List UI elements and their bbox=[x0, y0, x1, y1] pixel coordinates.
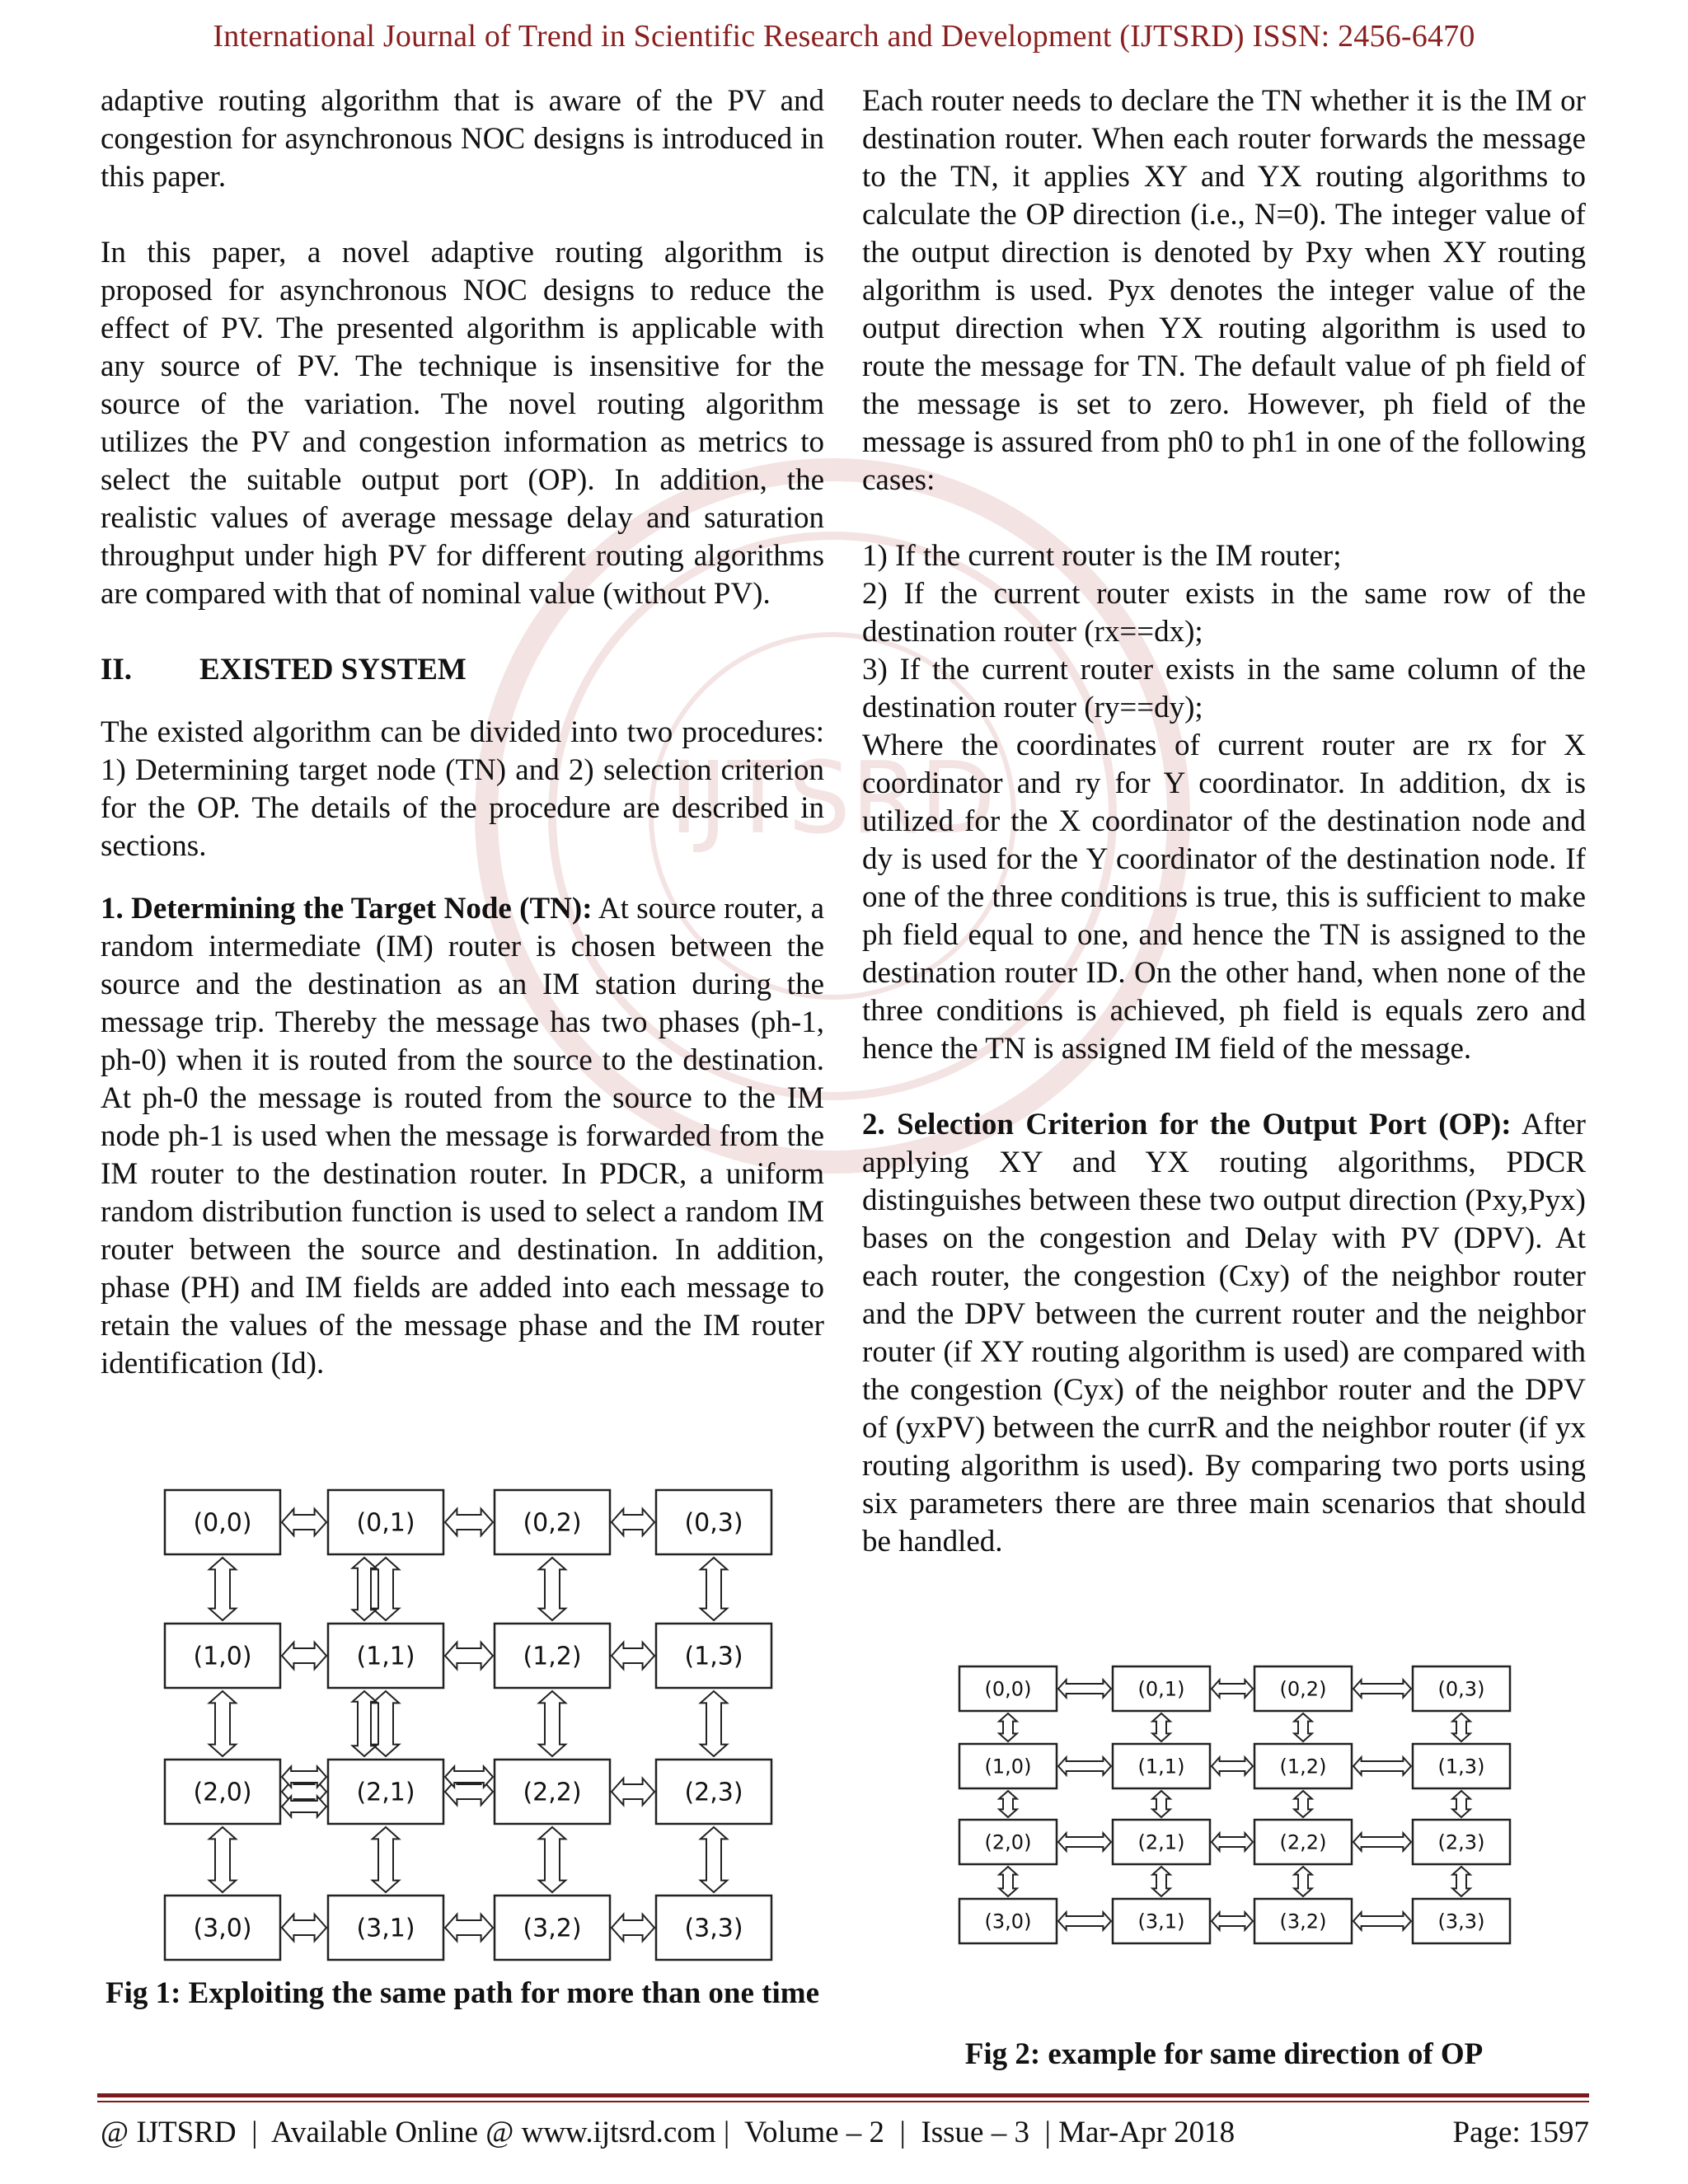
fig2-node-1-2-label: (1,2) bbox=[1279, 1755, 1327, 1779]
fig2-node-3-1 bbox=[1113, 1899, 1210, 1943]
fig1-v-arrow-0-2 bbox=[539, 1558, 565, 1620]
fig1-v-arrow-0-0 bbox=[209, 1558, 236, 1620]
section-heading bbox=[101, 651, 824, 689]
figure-1 bbox=[148, 1475, 775, 2003]
subsection-1 bbox=[101, 890, 824, 1383]
fig1-node-2-2-label: (2,2) bbox=[523, 1778, 582, 1807]
fig1-h-arrow-3-0 bbox=[282, 1915, 326, 1941]
fig1-v-arrow-1-2 bbox=[539, 1691, 565, 1756]
fig1-node-3-0 bbox=[165, 1896, 280, 1960]
page-number: Page: 1597 bbox=[1452, 2116, 1589, 2149]
subsection-2-title: 2. Selection Criterion for the Output Port (OP): bbox=[862, 1108, 1512, 1141]
fig2-h-arrow-0-1 bbox=[1212, 1680, 1253, 1698]
fig1-h-arrow-1-1 bbox=[445, 1643, 493, 1669]
page-footer bbox=[101, 2115, 1589, 2150]
fig1-node-3-3-label: (3,3) bbox=[684, 1914, 743, 1943]
fig2-h-arrow-3-2 bbox=[1353, 1912, 1411, 1930]
fig1-h-arrow-0-1 bbox=[445, 1509, 493, 1535]
fig2-node-1-1 bbox=[1113, 1744, 1210, 1788]
fig1-node-2-1-label: (2,1) bbox=[356, 1778, 415, 1807]
fig2-node-2-0 bbox=[959, 1820, 1057, 1864]
fig1-node-1-1 bbox=[328, 1624, 443, 1688]
fig2-h-arrow-0-0 bbox=[1058, 1680, 1111, 1698]
fig2-node-3-0 bbox=[959, 1899, 1057, 1943]
fig2-h-arrow-0-2 bbox=[1353, 1680, 1411, 1698]
fig1-extra-arrow-b bbox=[353, 1691, 377, 1756]
fig2-node-3-1-label: (3,1) bbox=[1137, 1910, 1185, 1933]
subsection-1-text: At source router, a random intermediate (IM) router is chosen between the source and the destination as an IM station during the message trip. Thereby the message has two phases (ph-1, ph-0) when it is routed from the source to the destination. At ph-0 the message is routed from the source to the IM node ph-1 is used when the message is forwarded from the IM router to the destination router. In PDCR, a uniform random distribution function is used to select a random IM router between the source and destination. In addition, phase (PH) and IM fields are added into each message to retain the values of the message phase and the IM router identification (Id). bbox=[101, 892, 825, 1380]
figure-1-caption: Fig 1: Exploiting the same path for more than one time bbox=[105, 1976, 820, 2010]
fig1-v-arrow-2-2 bbox=[539, 1827, 565, 1892]
fig1-node-2-0 bbox=[165, 1760, 280, 1824]
fig2-node-2-0-label: (2,0) bbox=[984, 1830, 1032, 1854]
fig1-node-3-1 bbox=[328, 1896, 443, 1960]
fig1-node-1-1-label: (1,1) bbox=[356, 1642, 415, 1671]
fig1-node-2-3 bbox=[656, 1760, 771, 1824]
footer-info: @ IJTSRD | Available Online @ www.ijtsrd.com | Volume – 2 | Issue – 3 | Mar-Apr 2018 bbox=[101, 2116, 1236, 2149]
fig1-node-1-2-label: (1,2) bbox=[523, 1642, 582, 1671]
fig2-v-arrow-1-0 bbox=[999, 1791, 1017, 1817]
fig2-node-1-3-label: (1,3) bbox=[1437, 1755, 1485, 1779]
fig1-node-3-2 bbox=[495, 1896, 610, 1960]
fig1-node-1-3 bbox=[656, 1624, 771, 1688]
fig1-node-1-0 bbox=[165, 1624, 280, 1688]
left-paragraph-3: The existed algorithm can be divided into two procedures: 1) Determining target node (TN) and 2) selection criterion for the OP. The details of the procedure are described in sections. bbox=[101, 715, 824, 863]
fig2-node-0-2-label: (0,2) bbox=[1279, 1677, 1327, 1701]
fig2-node-1-1-label: (1,1) bbox=[1137, 1755, 1185, 1779]
fig1-extra-arrow-a bbox=[353, 1558, 377, 1620]
fig2-node-0-1 bbox=[1113, 1666, 1210, 1711]
figure-2-caption: Fig 2: example for same direction of OP bbox=[964, 2037, 1484, 2071]
case-2: 2) If the current router exists in the same row of the destination router (rx==dx); bbox=[862, 577, 1586, 649]
fig1-node-2-1 bbox=[328, 1760, 443, 1824]
fig2-h-arrow-2-1 bbox=[1212, 1833, 1253, 1851]
fig2-v-arrow-0-1 bbox=[1152, 1713, 1170, 1741]
left-column bbox=[101, 82, 824, 1383]
fig2-node-2-2-label: (2,2) bbox=[1279, 1830, 1327, 1854]
subsection-2-text: After applying XY and YX routing algorithms, PDCR distinguishes between these two output direction (Pxy,Pyx) bases on the congestion and Delay with PV (DPV). At each router, the congestion (Cxy) of the neighbor router and the DPV between the current router and the neighbor router (if XY routing algorithm is used) are compared with the congestion (Cyx) of the neighbor router and the DPV of (yxPV) between the currR and the neighbor router (if yx routing algorithm is used). By comparing two ports using six parameters there are three main scenarios that should be handled. bbox=[862, 1108, 1586, 1558]
journal-header: International Journal of Trend in Scientific Research and Development (IJTSRD) ISSN: 2456-6470 bbox=[213, 19, 1475, 54]
fig2-h-arrow-3-0 bbox=[1058, 1912, 1111, 1930]
left-paragraph-1: adaptive routing algorithm that is aware of the PV and congestion for asynchronous NOC designs is introduced in this paper. bbox=[101, 84, 824, 194]
fig2-node-0-3 bbox=[1413, 1666, 1510, 1711]
fig1-node-3-1-label: (3,1) bbox=[356, 1914, 415, 1943]
fig1-h-arrow-0-2 bbox=[612, 1509, 654, 1535]
fig2-v-arrow-1-3 bbox=[1452, 1791, 1470, 1817]
fig1-node-1-0-label: (1,0) bbox=[193, 1642, 252, 1671]
fig1-node-0-3 bbox=[656, 1490, 771, 1554]
fig2-node-2-1-label: (2,1) bbox=[1137, 1830, 1185, 1854]
fig1-node-0-0 bbox=[165, 1490, 280, 1554]
fig2-h-arrow-3-1 bbox=[1212, 1912, 1253, 1930]
fig2-node-0-0 bbox=[959, 1666, 1057, 1711]
subsection-1-title: 1. Determining the Target Node (TN): bbox=[101, 892, 593, 926]
fig2-h-arrow-1-1 bbox=[1212, 1757, 1253, 1775]
fig1-h-arrow-1-2 bbox=[612, 1643, 654, 1669]
fig1-h-arrow-2-2 bbox=[612, 1779, 654, 1805]
fig2-node-3-2 bbox=[1254, 1899, 1352, 1943]
section-title: EXISTED SYSTEM bbox=[199, 653, 467, 687]
fig2-h-arrow-1-0 bbox=[1058, 1757, 1111, 1775]
fig2-node-0-3-label: (0,3) bbox=[1437, 1677, 1485, 1701]
fig2-node-2-3 bbox=[1413, 1820, 1510, 1864]
fig2-h-arrow-2-2 bbox=[1353, 1833, 1411, 1851]
fig2-node-1-0 bbox=[959, 1744, 1057, 1788]
fig2-v-arrow-2-0 bbox=[999, 1867, 1017, 1896]
fig2-v-arrow-0-3 bbox=[1452, 1713, 1470, 1741]
figure-2 bbox=[956, 1663, 1533, 1985]
fig1-h-arrow-1-0 bbox=[282, 1643, 326, 1669]
fig2-node-3-3-label: (3,3) bbox=[1437, 1910, 1485, 1933]
fig1-node-0-1 bbox=[328, 1490, 443, 1554]
fig2-v-arrow-2-3 bbox=[1452, 1867, 1470, 1896]
fig1-node-0-1-label: (0,1) bbox=[356, 1508, 415, 1538]
fig2-node-3-3 bbox=[1413, 1899, 1510, 1943]
fig1-node-2-2 bbox=[495, 1760, 610, 1824]
fig1-v-arrow-2-0 bbox=[209, 1827, 236, 1892]
footer-rule-thick bbox=[97, 2093, 1589, 2097]
subsection-2 bbox=[862, 1106, 1586, 1561]
fig1-node-0-2-label: (0,2) bbox=[523, 1508, 582, 1538]
right-paragraph-2: Where the coordinates of current router are rx for X coordinator and ry for Y coordinator. In addition, dx is utilized for the X coordinator of the destination node and dy is used for the Y coordinator of the destination node. If one of the three conditions is true, this is sufficient to make ph field equal to one, and hence the TN is assigned to the destination router ID. On the other hand, when none of the three conditions is achieved, ph field is equals zero and hence the TN is assigned IM field of the message. bbox=[862, 729, 1586, 1066]
fig1-v-arrow-0-1 bbox=[373, 1558, 399, 1620]
fig2-node-1-3 bbox=[1413, 1744, 1510, 1788]
case-1: 1) If the current router is the IM router; bbox=[862, 539, 1342, 573]
fig2-node-0-1-label: (0,1) bbox=[1137, 1677, 1185, 1701]
fig1-v-arrow-1-3 bbox=[701, 1691, 727, 1756]
right-paragraph-1: Each router needs to declare the TN whether it is the IM or destination router. When each router forwards the message to the TN, it applies XY and YX routing algorithms to calculate the OP direction (i.e., N=0). The integer value of the output direction is denoted by Pxy when XY routing algorithm is used. Pyx denotes the integer value of the output direction when YX routing algorithm is used to route the message for TN. The default value of ph field of the message is set to zero. However, ph field of the message is assured from ph0 to ph1 in one of the following cases: bbox=[862, 84, 1586, 497]
fig2-node-1-0-label: (1,0) bbox=[984, 1755, 1032, 1779]
fig2-node-1-2 bbox=[1254, 1744, 1352, 1788]
fig2-node-0-2 bbox=[1254, 1666, 1352, 1711]
fig1-node-3-3 bbox=[656, 1896, 771, 1960]
fig2-node-2-3-label: (2,3) bbox=[1437, 1830, 1485, 1854]
fig1-h-arrow-3-1 bbox=[445, 1915, 493, 1941]
left-paragraph-2: In this paper, a novel adaptive routing algorithm is proposed for asynchronous NOC designs to reduce the effect of PV. The presented algorithm is applicable with any source of PV. The technique is insensitive for the source of the variation. The novel routing algorithm utilizes the PV and congestion information as metrics to select the suitable output port (OP). In addition, the realistic values of average message delay and saturation throughput under high PV for different routing algorithms are compared with that of nominal value (without PV). bbox=[101, 236, 824, 611]
fig2-v-arrow-1-1 bbox=[1152, 1791, 1170, 1817]
fig1-v-arrow-1-0 bbox=[209, 1691, 236, 1756]
fig1-v-arrow-2-1 bbox=[373, 1827, 399, 1892]
fig1-v-arrow-0-3 bbox=[701, 1558, 727, 1620]
fig2-node-2-1 bbox=[1113, 1820, 1210, 1864]
fig2-node-3-2-label: (3,2) bbox=[1279, 1910, 1327, 1933]
fig2-v-arrow-2-2 bbox=[1294, 1867, 1312, 1896]
fig1-node-3-0-label: (3,0) bbox=[193, 1914, 252, 1943]
fig2-h-arrow-1-2 bbox=[1353, 1757, 1411, 1775]
fig1-node-2-3-label: (2,3) bbox=[684, 1778, 743, 1807]
footer-rule-thin bbox=[97, 2101, 1589, 2102]
fig2-v-arrow-1-2 bbox=[1294, 1791, 1312, 1817]
fig2-node-0-0-label: (0,0) bbox=[984, 1677, 1032, 1701]
fig1-node-1-2 bbox=[495, 1624, 610, 1688]
fig2-node-2-2 bbox=[1254, 1820, 1352, 1864]
fig1-node-0-2 bbox=[495, 1490, 610, 1554]
figure-2-diagram bbox=[956, 1663, 1533, 1985]
fig1-node-0-0-label: (0,0) bbox=[193, 1508, 252, 1538]
fig1-v-arrow-2-3 bbox=[701, 1827, 727, 1892]
figure-1-diagram bbox=[148, 1475, 775, 2003]
fig1-node-2-0-label: (2,0) bbox=[193, 1778, 252, 1807]
fig2-v-arrow-0-2 bbox=[1294, 1713, 1312, 1741]
right-column bbox=[862, 82, 1586, 1561]
svg-text:IJTSRD: IJTSRD bbox=[668, 742, 996, 856]
fig1-h-arrow-0-0 bbox=[282, 1509, 326, 1535]
fig1-node-1-3-label: (1,3) bbox=[684, 1642, 743, 1671]
fig2-h-arrow-2-0 bbox=[1058, 1833, 1111, 1851]
fig1-node-3-2-label: (3,2) bbox=[523, 1914, 582, 1943]
fig2-v-arrow-0-0 bbox=[999, 1713, 1017, 1741]
fig1-node-0-3-label: (0,3) bbox=[684, 1508, 743, 1538]
fig2-node-3-0-label: (3,0) bbox=[984, 1910, 1032, 1933]
fig1-h-arrow-3-2 bbox=[612, 1915, 654, 1941]
fig2-v-arrow-2-1 bbox=[1152, 1867, 1170, 1896]
section-number: II. bbox=[101, 653, 133, 687]
case-3: 3) If the current router exists in the same column of the destination router (ry==dy); bbox=[862, 653, 1586, 724]
